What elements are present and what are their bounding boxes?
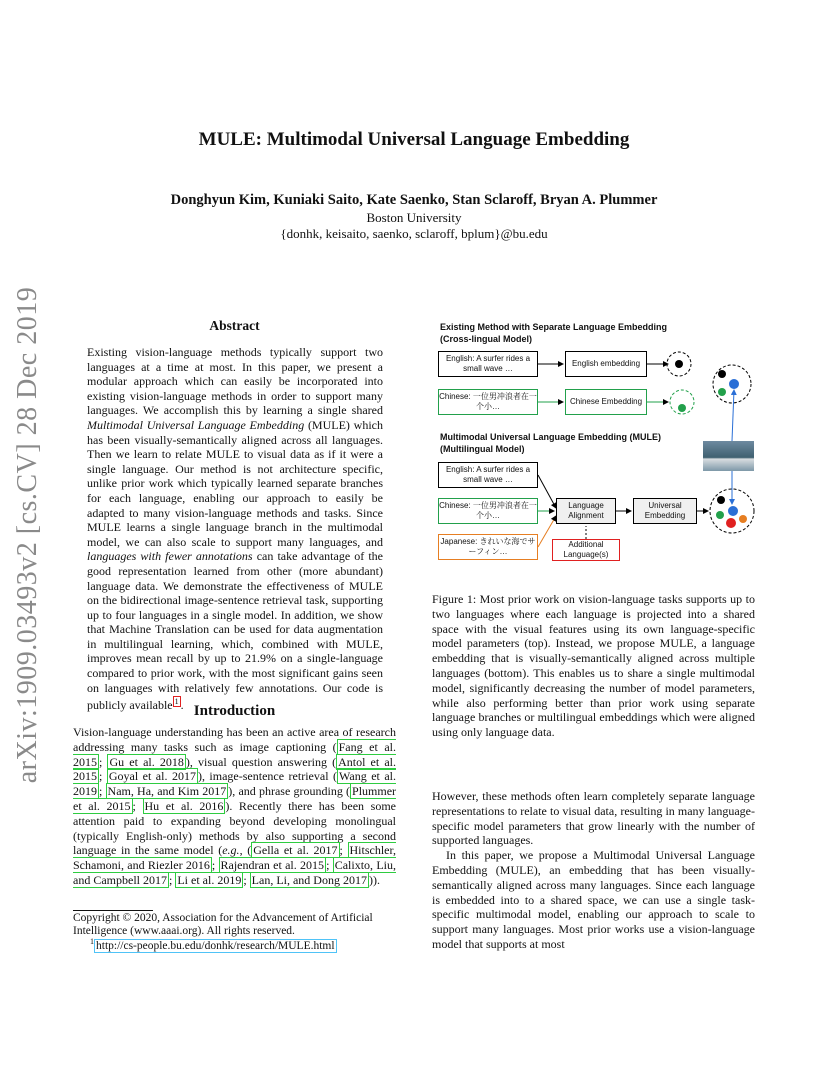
citation-link[interactable]: Lan, Li, and Dong 2017 xyxy=(251,872,367,887)
footnote: $^1$ http://cs-people.bu.edu/donhk/research/MULE.html xyxy=(90,937,335,952)
universal-embedding-box: Universal Embedding xyxy=(633,498,697,524)
citation-link[interactable]: Gella et al. 2017 xyxy=(253,843,338,858)
citation-link[interactable]: Fang et al. 2015 xyxy=(73,739,396,769)
arxiv-stamp: arXiv:1909.03493v2 [cs.CV] 28 Dec 2019 xyxy=(12,286,43,784)
introduction-heading: Introduction xyxy=(193,703,276,719)
footnote-rule xyxy=(73,910,153,911)
citation-link[interactable]: Li et al. 2019 xyxy=(177,872,242,887)
affiliation: Boston University xyxy=(366,210,462,225)
citation-link[interactable]: Rajendran et al. 2015 xyxy=(220,858,325,873)
figure-diagram-lines xyxy=(432,318,762,568)
figure-top-heading: Existing Method with Separate Language Embedding (Cross-lingual Model) xyxy=(440,322,668,344)
citation-link[interactable]: Nam, Ha, and Kim 2017 xyxy=(107,784,227,799)
citation-link[interactable]: Gu et al. 2018 xyxy=(109,754,184,769)
citation-link[interactable]: Hitschler, Schamoni, and Riezler 2016 xyxy=(73,843,397,873)
project-url-link[interactable]: http://cs-people.bu.edu/donhk/research/MULE.html xyxy=(96,939,335,952)
chinese-embedding-box: Chinese Embedding xyxy=(565,389,647,415)
copyright-notice: Copyright © 2020, Association for the Advancement of Artificial Intelligence (www.aaai.org). All rights reserved. xyxy=(73,912,373,937)
abstract-text: Existing vision-language methods typically support two languages at a time at most. In this paper, we present a modular approach which can easily be incorporated into existing vision-language methods in order to support many languages. We accomplish this by learning a single shared Multimodal Universal Language Embedding (MULE) which has been visually-semantically aligned across all languages. Then we learn to relate MULE to visual data as if it were a single language. Our method is not architecture specific, unlike prior work which typically learned separate branches for each language, enabling our approach to easily be adapted to many vision-language methods and tasks. Since MULE learns a single language branch in the multimodal model, we can also scale to support many languages, and languages with fewer annotations can take advantage of the good representation learned from other (more abundant) language data. We demonstrate the effectiveness of MULE on the bidirectional image-sentence retrieval task, supporting up to four languages in a single model. In addition, we show that Machine Translation can be used for data augmentation in multilingual learning, which, combined with MULE, improves mean recall by up to 21.9% on a single-language compared to prior work, with the most significant gains seen on languages with relatively few annotations. Our code is publicly available $^1$ . xyxy=(87,345,383,713)
right-column-text: However, these methods often learn completely separate language representations to relate to visual data, resulting in many language-specific model parameters that grow linearly with the number of supported languages. In this paper, we propose a Multimodal Universal Language Embedding (MULE), an embedding that has been visually-semantically aligned across many languages. Since each language is embedded into to a shared space, we can use a single task-specific multimodal model, enabling our approach to scale to support many languages. Most prior works use a vision-language model that supports at most xyxy=(432,789,755,951)
citation-link[interactable]: Hu et al. 2016 xyxy=(144,798,224,813)
english-input-box-mule: English: A surfer rides a small wave … xyxy=(438,462,538,488)
citation-link[interactable]: Goyal et al. 2017 xyxy=(108,769,196,784)
figure-1 xyxy=(432,318,762,568)
footnote-link[interactable]: 1 xyxy=(174,697,179,707)
chinese-input-box-mule: Chinese: 一位男冲浪者在一个小… xyxy=(438,498,538,524)
citation-link[interactable]: Calixto, Liu, and Campbell 2017 xyxy=(73,858,396,887)
paper-title: MULE: Multimodal Universal Language Embedding xyxy=(198,129,630,150)
japanese-input-box: Japanese: きれいな海でサーフィン… xyxy=(438,534,538,560)
citation-link[interactable]: Wang et al. 2019 xyxy=(73,769,397,799)
figure-bottom-heading: Multimodal Universal Language Embedding (MULE) (Multilingual Model) xyxy=(440,432,662,454)
language-alignment-box: Language Alignment xyxy=(556,498,616,524)
figure-1-caption: Figure 1: Most prior work on vision-language tasks supports up to two languages where each language is projected into a shared space with the visual features using its own language-specific model parameters (top). Instead, we propose MULE, a language embedding that is visually-semantically aligned across multiple languages (bottom). This enables us to share a single multimodal model, significantly decreasing the number of model parameters, while also performing better than prior work using separate language branches or multilingual embeddings which were aligned using only language data. xyxy=(432,592,755,740)
introduction-text: Vision-language understanding has been an active area of research addressing many tasks such as image captioning ( Fang et al. 2015 ; Gu et al. 2018 ), visual question answering ( Antol et al. 2015 ; Goyal et al. 2017 ), image-sentence retrieval ( Wang et al. 2019 ; Nam, Ha, and Kim 2017 ), and phrase grounding ( Plummer et al. 2015 ; Hu et al. 2016 ). Recently there has been some attention paid to expanding beyond developing monolingual (typically English-only) methods by also supporting a second language in the same model (e.g., ( Gella et al. 2017 ; Hitschler, Schamoni, and Riezler 2016 ; Rajendran et al. 2015 ; Calixto, Liu, and Campbell 2017 ; Li et al. 2019 ; Lan, Li, and Dong 2017 )). xyxy=(73,725,397,887)
additional-languages-box: Additional Language(s) xyxy=(552,539,620,561)
citation-link[interactable]: Antol et al. 2015 xyxy=(73,754,397,784)
chinese-input-box: Chinese: 一位男冲浪者在一个小… xyxy=(438,389,538,415)
author-emails: {donhk, keisaito, saenko, sclaroff, bplum}@bu.edu xyxy=(280,226,548,241)
authors: Donghyun Kim, Kuniaki Saito, Kate Saenko, Stan Sclaroff, Bryan A. Plummer xyxy=(170,192,658,208)
english-embedding-box: English embedding xyxy=(565,351,647,377)
citation-link[interactable]: Plummer et al. 2015 xyxy=(73,784,397,813)
abstract-heading: Abstract xyxy=(209,318,260,333)
english-input-box: English: A surfer rides a small wave … xyxy=(438,351,538,377)
